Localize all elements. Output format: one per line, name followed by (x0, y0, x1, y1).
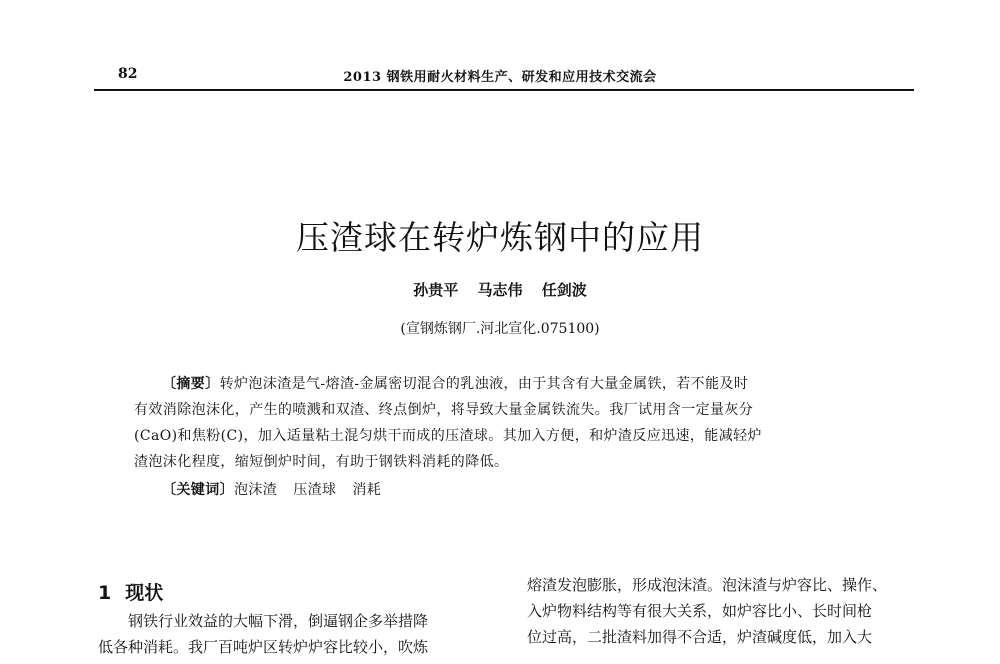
keyword: 压渣球 (293, 482, 337, 498)
article-title: 压渣球在转炉炼钢中的应用 (296, 218, 704, 257)
authors (0, 279, 1000, 300)
header-rule (94, 89, 914, 91)
body-line: 熔渣发泡膨胀，形成泡沫渣。泡沫渣与炉容比、操作、 (527, 576, 888, 594)
body-line: 低各种消耗。我厂百吨炉区转炉炉容比较小，吹炼 (98, 638, 429, 656)
affiliation: (宣钢炼钢厂.河北宣化.075100) (400, 321, 600, 337)
abstract (134, 371, 882, 475)
keyword: 消耗 (352, 482, 382, 498)
abstract-text: 转炉泡沫渣是气-熔渣-金属密切混合的乳浊液，由于其含有大量金属铁，若不能及时 (219, 376, 749, 392)
running-header: 2013 钢铁用耐火材料生产、研发和应用技术交流会 (343, 70, 657, 85)
author-name: 孙贵平 (413, 281, 459, 299)
body-line: 入炉物料结构等有很大关系，如炉容比小、长时间枪 (527, 602, 873, 620)
abstract-line: 有效消除泡沫化，产生的喷溅和双渣、终点倒炉，将导致大量金属铁流失。我厂试用含一定量灰分 (134, 402, 754, 418)
author-name: 马志伟 (477, 281, 523, 299)
abstract-line: (CaO)和焦粉(C)，加入适量粘土混匀烘干而成的压渣球。其加入方便，和炉渣反应迅速，能减轻炉 (134, 428, 762, 444)
section-number: 1 (98, 582, 112, 604)
abstract-line: 渣泡沫化程度，缩短倒炉时间，有助于钢铁料消耗的降低。 (134, 454, 509, 470)
keywords-label: 〔关键词〕 (162, 482, 234, 498)
body-line: 钢铁行业效益的大幅下滑，倒逼钢企多举措降 (128, 612, 429, 630)
keywords (162, 479, 397, 499)
section-heading (98, 580, 490, 606)
left-column (98, 580, 490, 660)
right-column (527, 572, 919, 650)
author-name: 任剑波 (541, 281, 587, 299)
abstract-label: 〔摘要〕 (162, 376, 220, 392)
page-number: 82 (118, 66, 138, 82)
section-title: 现状 (125, 582, 164, 604)
keyword: 泡沫渣 (234, 482, 278, 498)
body-line: 位过高，二批渣料加得不合适，炉渣碱度低，加入大 (527, 628, 873, 646)
abstract-line (134, 371, 882, 397)
